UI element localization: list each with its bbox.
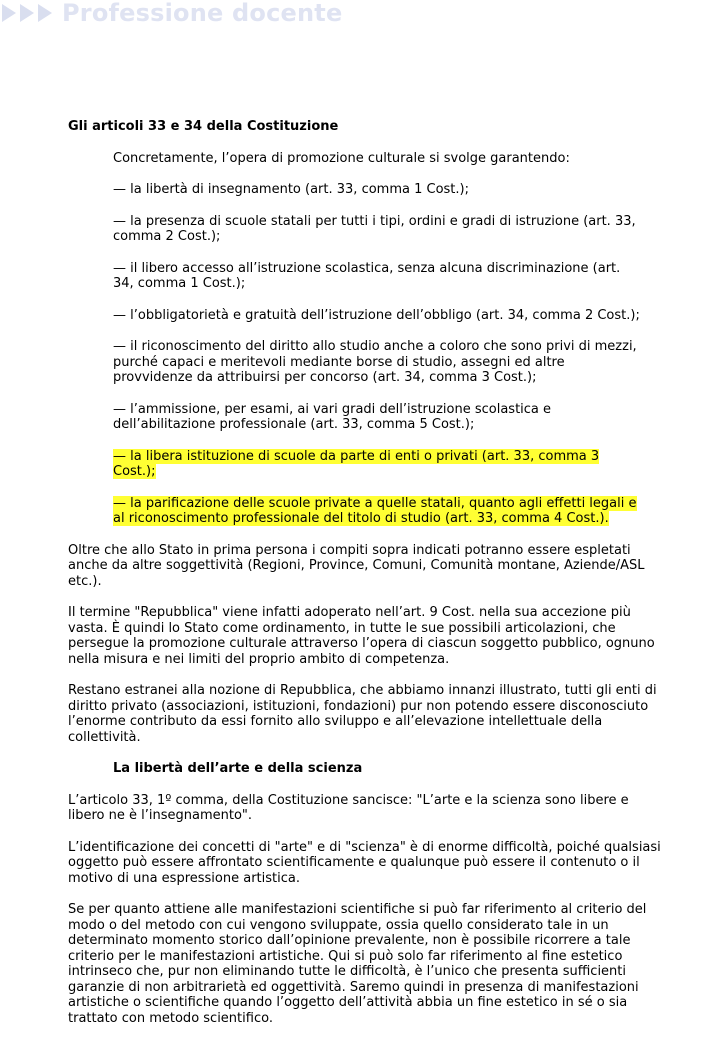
body-paragraph: Restano estranei alla nozione di Repubblica, che abbiamo innanzi illustrato, tutti gli enti di diritto privato (associazioni, istituzioni, fondazioni) pur non potendo essere disconosciuto l’enorme contributo da essi fornito allo sviluppo e all’elevazione intellettuale della collettività.: [68, 683, 657, 745]
list-item: — l’obbligatorietà e gratuità dell’istruzione dell’obbligo (art. 34, comma 2 Cost.);: [113, 307, 640, 323]
list-item: — la presenza di scuole statali per tutti i tipi, ordini e gradi di istruzione (art. 33, comma 2 Cost.);: [113, 213, 636, 244]
body-paragraph: L’articolo 33, 1º comma, della Costituzione sancisce: "L’arte e la scienza sono libere e libero ne è l’insegnamento".: [68, 792, 629, 823]
highlighted-text: — la libera istituzione di scuole da parte di enti o privati (art. 33, comma 3 Cost.);: [113, 448, 600, 479]
triangle-right-icon: [2, 4, 16, 22]
body-paragraph: Se per quanto attiene alle manifestazioni scientifiche si può far riferimento al criterio del modo o del metodo con cui vengono sviluppate, ossia quello considerato tale in un determinato momento storico dall’opinione prevalente, non è possibile ricorrere a tale criterio per le manifestazioni artistiche. Qui si può solo far riferimento al fine estetico intrinseco che, pur non eliminando tutte le difficoltà, è l’unico che presenta sufficienti garanzie di non arbitrarietà ed oggettività. Saremo quindi in presenza di manifestazioni artistiche o scientifiche quando l’oggetto dell’attività abbia un fine estetico in sé o sia trattato con metodo scientifico.: [68, 902, 647, 1026]
highlighted-text: — la parificazione delle scuole private a quelle statali, quanto agli effetti legali e al riconoscimento professionale del titolo di studio (art. 33, comma 4 Cost.).: [113, 495, 637, 526]
page-header: [2, 0, 342, 28]
body-paragraph: Il termine "Repubblica" viene infatti adoperato nell’art. 9 Cost. nella sua accezione più vasta. È quindi lo Stato come ordinamento, in tutte le sue possibili articolazioni, che persegue la promozione culturale attraverso l’opera di ciascun soggetto pubblico, ognuno nella misura e nei limiti del proprio ambito di competenza.: [68, 605, 655, 667]
triangle-right-icon: [38, 4, 52, 22]
highlighted-list-item: [113, 449, 643, 480]
list-item: — l’ammissione, per esami, ai vari gradi dell’istruzione scolastica e dell’abilitazione professionale (art. 33, comma 5 Cost.);: [113, 401, 552, 432]
intro-paragraph: Concretamente, l’opera di promozione culturale si svolge garantendo:: [113, 150, 570, 166]
document-body: [68, 119, 668, 1042]
list-item: — la libertà di insegnamento (art. 33, comma 1 Cost.);: [113, 182, 469, 197]
triangle-right-icon: [20, 4, 34, 22]
body-paragraph: L’identificazione dei concetti di "arte" e di "scienza" è di enorme difficoltà, poiché qualsiasi oggetto può essere affrontato scientificamente e qualunque può essere il contenuto o il motivo di una espressione artistica.: [68, 839, 661, 886]
section-heading: Gli articoli 33 e 34 della Costituzione: [68, 119, 339, 134]
header-arrows: [2, 4, 56, 22]
subsection-heading: La libertà dell’arte e della scienza: [113, 761, 363, 776]
highlighted-list-item: [113, 496, 643, 527]
body-paragraph: Oltre che allo Stato in prima persona i compiti sopra indicati potranno essere espletati anche da altre soggettività (Regioni, Province, Comuni, Comunità montane, Aziende/ASL etc.).: [68, 542, 645, 589]
list-item: — il riconoscimento del diritto allo studio anche a coloro che sono privi di mezzi, purché capaci e meritevoli mediante borse di studio, assegni ed altre provvidenze da attribuirsi per concorso (art. 34, comma 3 Cost.);: [113, 339, 637, 385]
list-item: — il libero accesso all’istruzione scolastica, senza alcuna discriminazione (art. 34, comma 1 Cost.);: [113, 260, 621, 291]
header-title: Professione docente: [62, 0, 343, 27]
